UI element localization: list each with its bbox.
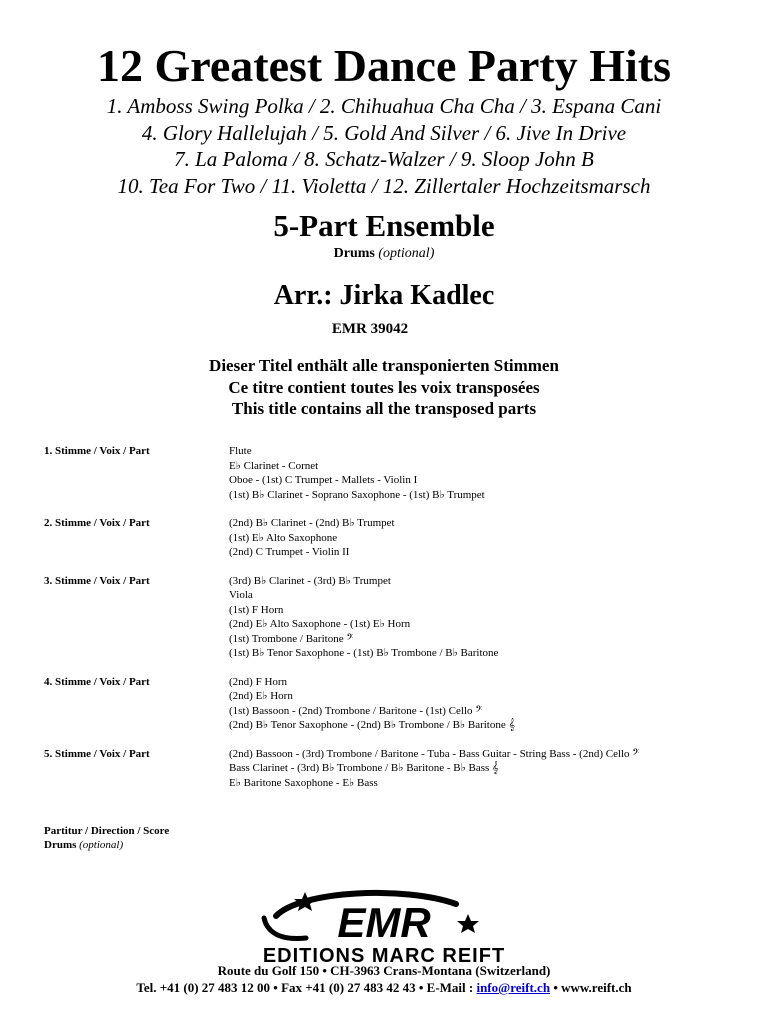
publisher-contact <box>0 980 768 996</box>
instrument-line: E♭ Clarinet - Cornet <box>229 459 319 472</box>
instrument-line: Viola <box>229 589 253 601</box>
star-icon <box>457 914 479 933</box>
part-instruments <box>229 675 515 733</box>
instrument-line: (2nd) F Horn <box>229 675 288 688</box>
transposed-notice <box>0 355 768 420</box>
notice-english: This title contains all the transposed parts <box>231 399 537 418</box>
contact-phone-fax: Tel. +41 (0) 27 483 12 00 • Fax +41 (0) 27 483 42 43 • E-Mail : <box>136 980 477 995</box>
part-label: 1. Stimme / Voix / Part <box>44 445 150 457</box>
score-drums <box>44 838 169 852</box>
part-label: 5. Stimme / Voix / Part <box>44 747 150 760</box>
score-drums-optional: (optional) <box>79 839 124 851</box>
instrument-line: Bass Clarinet - (3rd) B♭ Trombone / B♭ Baritone - B♭ Bass 𝄞 <box>229 762 499 774</box>
song-list <box>0 93 768 199</box>
drums-label: Drums <box>333 246 375 261</box>
instrument-line: Flute <box>229 445 252 457</box>
part-instruments <box>229 516 395 560</box>
star-icon <box>294 892 316 911</box>
drums-optional: (optional) <box>378 246 435 261</box>
score-label: Partitur / Direction / Score <box>44 825 170 837</box>
instrument-line: (1st) Trombone / Baritone 𝄢 <box>229 632 354 645</box>
score-drums-label: Drums <box>44 839 77 851</box>
part-row <box>44 444 744 502</box>
publisher-address: Route du Golf 150 • CH-3963 Crans-Montana (Switzerland) <box>217 963 551 978</box>
instrument-line: (2nd) E♭ Horn <box>229 690 293 702</box>
instrument-line: Oboe - (1st) C Trumpet - Mallets - Violin I <box>229 474 418 486</box>
instrument-line: E♭ Baritone Saxophone - E♭ Bass <box>229 776 378 789</box>
instrument-line: (2nd) B♭ Clarinet - (2nd) B♭ Trumpet <box>229 517 395 529</box>
instrument-line: (1st) E♭ Alto Saxophone <box>229 531 338 544</box>
song-line: 4. Glory Hallelujah / 5. Gold And Silver / 6. Jive In Drive <box>141 120 627 145</box>
instrument-line: (1st) F Horn <box>229 603 284 616</box>
notice-french: Ce titre contient toutes les voix transposées <box>228 377 540 397</box>
ensemble-heading: 5-Part Ensemble <box>273 208 495 243</box>
part-label: 3. Stimme / Voix / Part <box>44 574 150 587</box>
logo-text: EDITIONS MARC REIFT <box>262 945 506 966</box>
score-section <box>44 824 169 852</box>
part-instruments <box>229 444 485 502</box>
part-row <box>44 574 744 661</box>
notice-german: Dieser Titel enthält alle transponierten Stimmen <box>209 356 559 375</box>
song-line: 7. La Paloma / 8. Schatz-Walzer / 9. Sloop John B <box>174 147 594 171</box>
song-line: 1. Amboss Swing Polka / 2. Chihuahua Cha Cha / 3. Espana Cani <box>106 94 662 118</box>
part-row <box>44 675 744 733</box>
instrument-line: (2nd) B♭ Tenor Saxophone - (2nd) B♭ Trombone / B♭ Baritone 𝄞 <box>229 719 515 731</box>
email-link[interactable]: info@reift.ch <box>476 980 551 995</box>
parts-list <box>44 444 744 804</box>
song-line: 10. Tea For Two / 11. Violetta / 12. Zillertaler Hochzeitsmarsch <box>117 173 651 198</box>
part-instruments <box>229 574 498 661</box>
instrument-line: (1st) Bassoon - (2nd) Trombone / Baritone - (1st) Cello 𝄢 <box>229 704 483 717</box>
instrument-line: (1st) B♭ Clarinet - Soprano Saxophone - (1st) B♭ Trumpet <box>229 488 485 501</box>
part-label: 4. Stimme / Voix / Part <box>44 675 150 688</box>
publisher-logo <box>206 888 562 966</box>
contact-website: • www.reift.ch <box>550 980 632 995</box>
drums-note <box>0 246 768 262</box>
part-label: 2. Stimme / Voix / Part <box>44 517 150 529</box>
part-row <box>44 747 744 791</box>
instrument-line: (3rd) B♭ Clarinet - (3rd) B♭ Trumpet <box>229 574 391 587</box>
part-row <box>44 516 744 560</box>
logo-mark: EMR <box>337 899 431 946</box>
catalog-number: EMR 39042 <box>331 321 409 337</box>
arranger: Arr.: Jirka Kadlec <box>273 280 495 311</box>
instrument-line: (1st) B♭ Tenor Saxophone - (1st) B♭ Trombone / B♭ Baritone <box>229 647 499 659</box>
instrument-line: (2nd) E♭ Alto Saxophone - (1st) E♭ Horn <box>229 618 411 630</box>
part-instruments <box>229 747 639 791</box>
instrument-line: (2nd) C Trumpet - Violin II <box>229 546 350 558</box>
page-title: 12 Greatest Dance Party Hits <box>97 40 671 91</box>
instrument-line: (2nd) Bassoon - (3rd) Trombone / Baritone - Tuba - Bass Guitar - String Bass - (2nd) Cello 𝄢 <box>229 747 640 760</box>
